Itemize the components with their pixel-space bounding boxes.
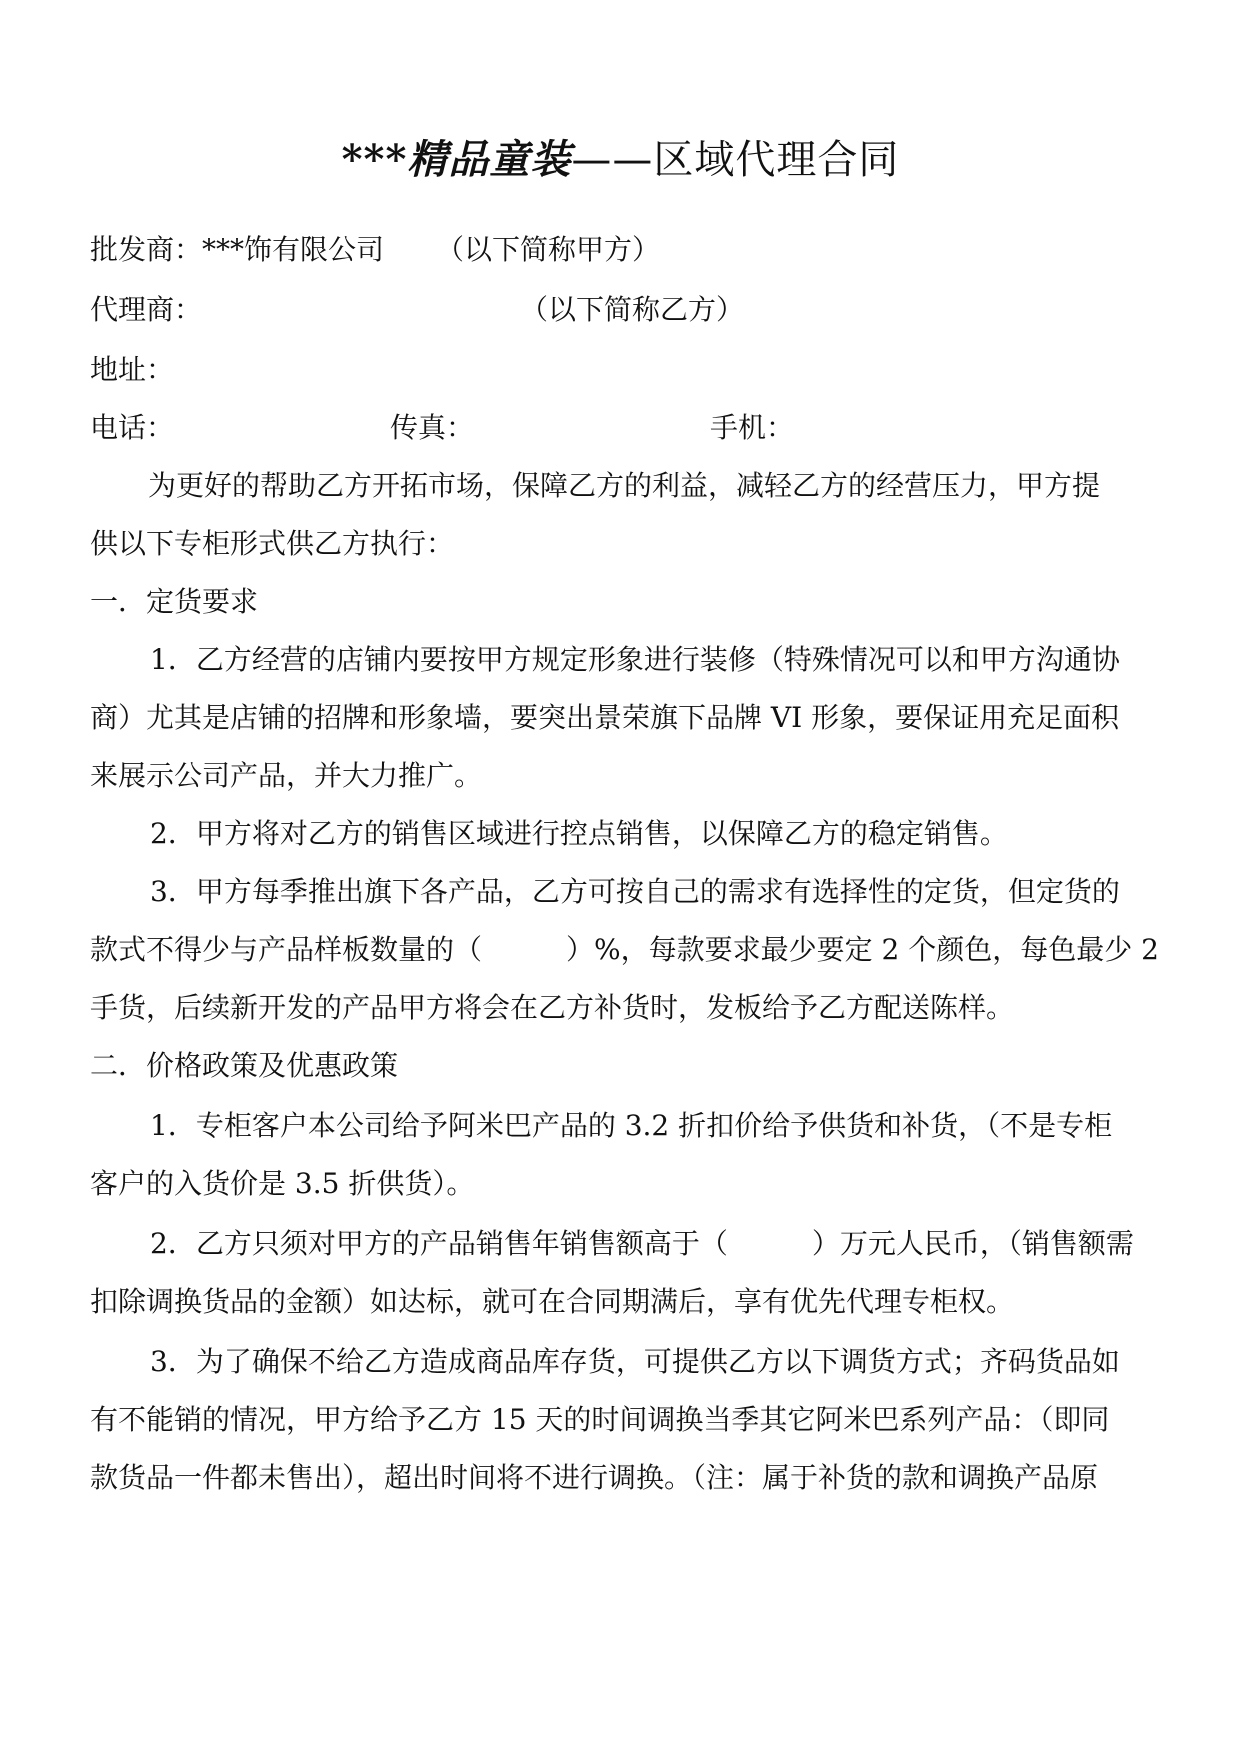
mobile-label: 手机：	[710, 411, 795, 444]
wholesaler-note: （以下简称甲方）	[436, 233, 661, 266]
address-label: 地址：	[90, 353, 175, 386]
document-title	[0, 128, 1241, 185]
fax-label: 传真：	[390, 411, 475, 444]
intro-line-1: 为更好的帮助乙方开拓市场，保障乙方的利益，减轻乙方的经营压力，甲方提	[148, 469, 1101, 502]
section1-p3-line-2: 款式不得少与产品样板数量的（ ）%，每款要求最少要定 2 个颜色，每色最少 2	[90, 933, 1159, 966]
section1-p1-line-2: 商）尤其是店铺的招牌和形象墙，要突出景荣旗下品牌 VI 形象，要保证用充足面积	[90, 701, 1120, 734]
agent-label: 代理商：	[90, 293, 203, 326]
section1-heading: 一．定货要求	[90, 585, 259, 618]
section1-p2-line-1: 2．甲方将对乙方的销售区域进行控点销售，以保障乙方的稳定销售。	[150, 817, 1008, 850]
section2-p2-line-1: 2．乙方只须对甲方的产品销售年销售额高于（ ）万元人民币，（销售额需	[150, 1227, 1134, 1260]
section1-p1-line-1: 1．乙方经营的店铺内要按甲方规定形象进行装修（特殊情况可以和甲方沟通协	[150, 643, 1120, 676]
section2-heading: 二．价格政策及优惠政策	[90, 1049, 399, 1082]
section1-p3-line-1: 3．甲方每季推出旗下各产品，乙方可按自己的需求有选择性的定货，但定货的	[150, 875, 1120, 908]
title-brand: ***精品童装	[341, 136, 572, 183]
phone-label: 电话：	[90, 411, 175, 444]
wholesaler-label: 批发商：***饰有限公司	[90, 233, 385, 266]
section2-p3-line-3: 款货品一件都未售出），超出时间将不进行调换。（注：属于补货的款和调换产品原	[90, 1461, 1099, 1494]
intro-line-2: 供以下专柜形式供乙方执行：	[90, 527, 455, 560]
title-rest: ——区域代理合同	[571, 137, 900, 183]
section2-p1-line-1: 1．专柜客户本公司给予阿米巴产品的 3.2 折扣价给予供货和补货，（不是专柜	[150, 1109, 1113, 1142]
section2-p3-line-1: 3．为了确保不给乙方造成商品库存货，可提供乙方以下调货方式；齐码货品如	[150, 1345, 1120, 1378]
section2-p1-line-2: 客户的入货价是 3.5 折供货）。	[90, 1167, 475, 1200]
section2-p3-line-2: 有不能销的情况，甲方给予乙方 15 天的时间调换当季其它阿米巴系列产品：（即同	[90, 1403, 1110, 1436]
section1-p1-line-3: 来展示公司产品，并大力推广。	[90, 759, 483, 792]
section2-p2-line-2: 扣除调换货品的金额）如达标，就可在合同期满后，享有优先代理专柜权。	[90, 1285, 1015, 1318]
agent-note: （以下简称乙方）	[520, 293, 745, 326]
section1-p3-line-3: 手货，后续新开发的产品甲方将会在乙方补货时，发板给予乙方配送陈样。	[90, 991, 1015, 1024]
